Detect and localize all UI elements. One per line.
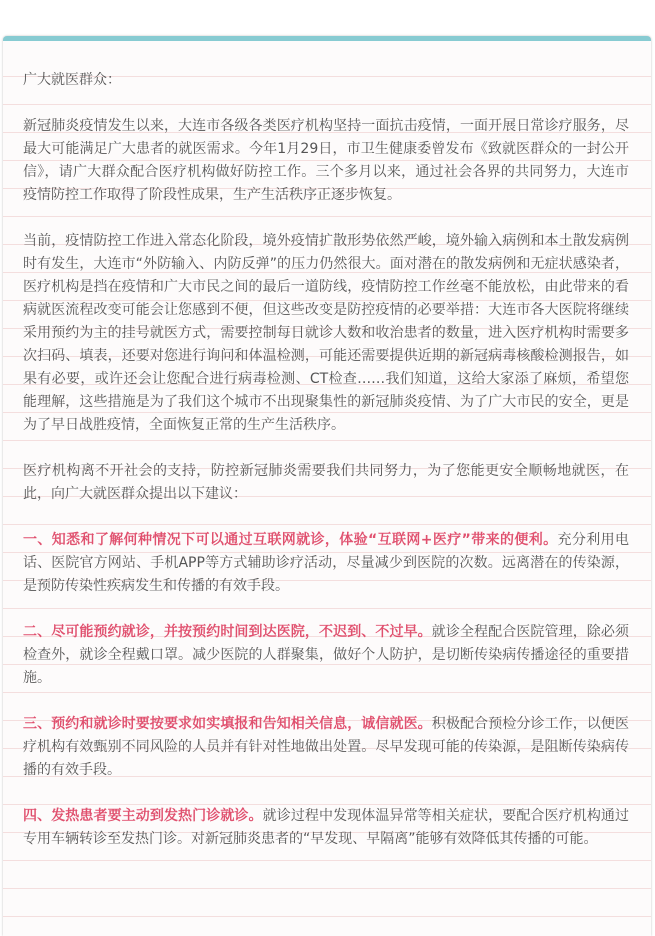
suggestion-3-heading: 三、预约和就诊时要按要求如实填报和告知相关信息，诚信就医。 [23,716,432,732]
suggestion-4-heading: 四、发热患者要主动到发热门诊就诊。 [23,808,263,824]
letter-situation-paragraph: 当前，疫情防控工作进入常态化阶段，境外疫情扩散形势依然严峻，境外输入病例和本土散发病例时有发生，大连市“外防输入、内防反弹”的压力仍然很大。面对潜在的散发病例和无症状感染者，医疗机构是挡在疫情和广大市民之间的最后一道防线，疫情防控工作丝毫不能放松，由此带来的看病就医流程改变可能会让您感到不便，但这些改变是防控疫情的必要举措：大连市各大医院将继续采用预约为主的挂号就医方式，需要控制每日就诊人数和收治患者的数量，进入医疗机构时需要多次扫码、填表，还要对您进行询问和体温检测，可能还需要提供近期的新冠病毒核酸检测报告，如果有必要，或许还会让您配合进行病毒检测、CT检查……我们知道，这给大家添了麻烦，希望您能理解，这些措施是为了我们这个城市不出现聚集性的新冠肺炎疫情、为了广大市民的安全，更是为了早日战胜疫情，全面恢复正常的生产生活秩序。 [23,233,629,433]
suggestion-4-body: 就诊过程中发现体温异常等相关症状，要配合医疗机构通过专用车辆转诊至发热门诊。对新冠肺炎患者的“早发现、早隔离”能够有效降低其传播的可能。 [23,808,630,847]
letter-card [3,36,651,936]
suggestion-2 [23,621,629,690]
letter-intro-paragraph: 新冠肺炎疫情发生以来，大连市各级各类医疗机构坚持一面抗击疫情，一面开展日常诊疗服务，尽最大可能满足广大患者的就医需求。今年1月29日，市卫生健康委曾发布《致就医群众的一封公开信》，请广大群众配合医疗机构做好防控工作。三个多月以来，通过社会各界的共同努力，大连市疫情防控工作取得了阶段性成果，生产生活秩序正逐步恢复。 [23,118,629,203]
suggestion-1 [23,529,629,598]
suggestion-1-heading: 一、知悉和了解何种情况下可以通过互联网就诊，体验“互联网+医疗”带来的便利。 [23,532,558,548]
suggestion-2-body: 就诊全程配合医院管理，除必须检查外，就诊全程戴口罩。减少医院的人群聚集，做好个人防护，是切断传染病传播途径的重要措施。 [23,624,630,686]
suggestion-2-heading: 二、尽可能预约就诊，并按预约时间到达医院，不迟到、不过早。 [23,624,432,640]
letter-support-paragraph: 医疗机构离不开社会的支持，防控新冠肺炎需要我们共同努力，为了您能更安全顺畅地就医，在此，向广大就医群众提出以下建议： [23,463,629,502]
suggestion-3-body: 积极配合预检分诊工作，以便医疗机构有效甄别不同风险的人员并有针对性地做出处置。尽早发现可能的传染源，是阻断传染病传播的有效手段。 [23,716,630,778]
suggestion-1-body: 充分利用电话、医院官方网站、手机APP等方式辅助诊疗活动，尽量减少到医院的次数。远离潜在的传染源，是预防传染性疾病发生和传播的有效手段。 [23,532,629,594]
suggestion-4 [23,805,629,851]
letter-greeting: 广大就医群众： [23,72,121,88]
suggestion-3 [23,713,629,782]
